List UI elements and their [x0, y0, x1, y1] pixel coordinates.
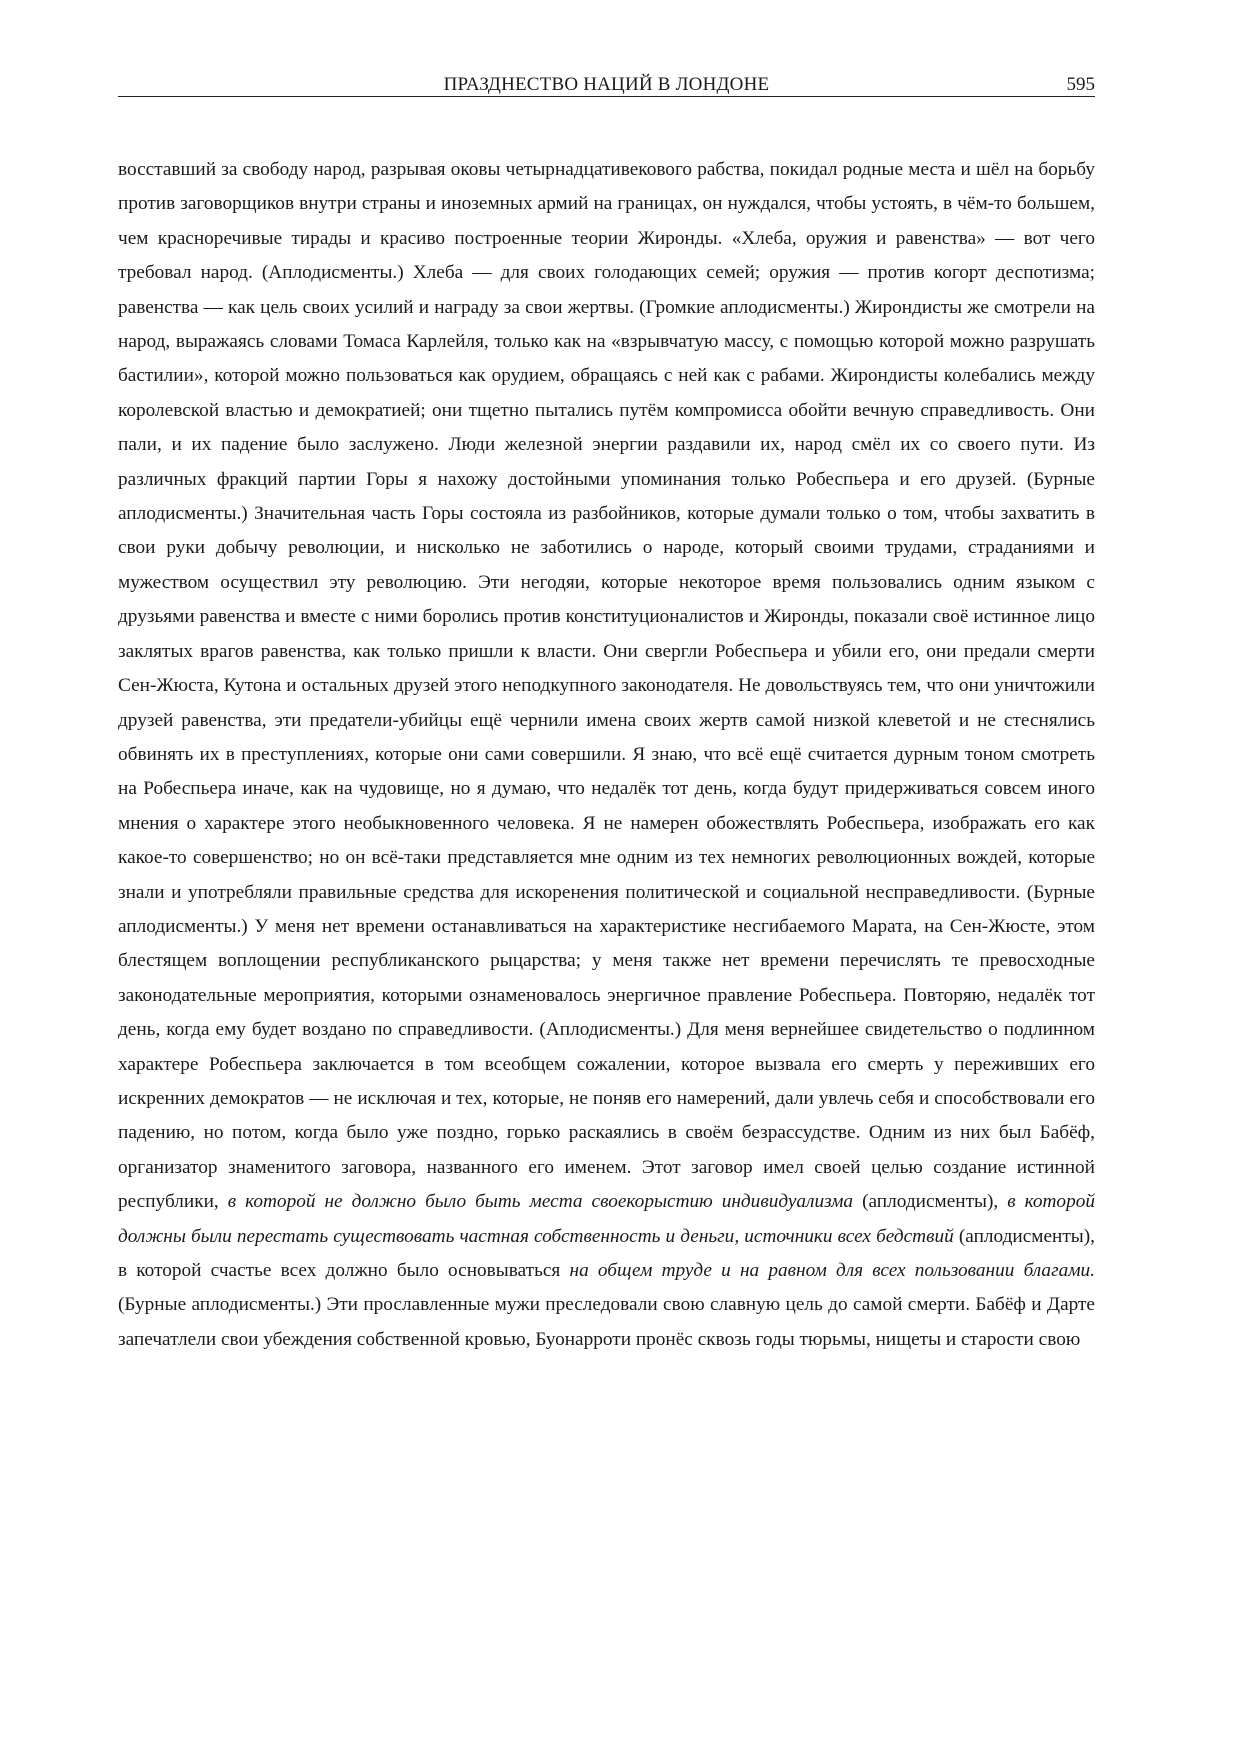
italic-segment: в которой не должно было быть места своекорыстию индивидуализма — [227, 1191, 854, 1213]
text-segment: (аплодисменты), в которой счастье всех должно было основываться — [118, 1225, 1095, 1281]
body-text — [118, 153, 1095, 1357]
italic-segment: на общем труде и на равном для всех пользовании благами. — [569, 1260, 1095, 1281]
text-segment: (Бурные аплодисменты.) Эти прославленные мужи преследовали свою славную цель до самой смерти. Бабёф и Дарте запечатлели свои убеждения собственной кровью, Буонарроти пронёс сквозь годы тюрьмы, нищеты и старости свою — [118, 1294, 1095, 1350]
running-title: ПРАЗДНЕСТВО НАЦИЙ В ЛОНДОНЕ — [443, 74, 770, 95]
running-header — [118, 74, 1095, 97]
page-number: 595 — [1066, 74, 1095, 95]
text-segment: (аплодисменты), — [853, 1191, 1008, 1213]
text-segment: восставший за свободу народ, разрывая оковы четырнадцативекового рабства, покидал родные места и шёл на борьбу против заговорщиков внутри страны и иноземных армий на границах, он нуждался, чтобы устоять, в чём-то большем, чем красноречивые тирады и красиво построенные теории Жиронды. «Хлеба, оружия и равенства» — вот чего требовал народ. (Аплодисменты.) Хлеба — для своих голодающих семей; оружия — против когорт деспотизма; равенства — как цель своих усилий и награду за свои жертвы. (Громкие аплодисменты.) Жирондисты же смотрели на народ, выражаясь словами Томаса Карлейля, только как на «взрывчатую массу, с помощью которой можно разрушать бастилии», которой можно пользоваться как орудием, обращаясь с ней как с рабами. Жирондисты колебались между королевской властью и демократией; они тщетно пытались путём компромисса обойти вечную справедливость. Они пали, и их падение было заслужено. Люди железной энергии раздавили их, народ смёл их со своего пути. Из различных фракций партии Горы я нахожу достойными упоминания только Робеспьера и его друзей. (Бурные аплодисменты.) Значительная часть Горы состояла из разбойников, которые думали только о том, чтобы захватить в свои руки добычу революции, и нисколько не заботились о народе, который своими трудами, страданиями и мужеством осуществил эту революцию. Эти негодяи, которые некоторое время пользовались одним языком с друзьями равенства и вместе с ними боролись против конституционалистов и Жиронды, показали своё истинное лицо заклятых врагов равенства, как только пришли к власти. Они свергли Робеспьера и убили его, они предали смерти Сен-Жюста, Кутона и остальных друзей этого неподкупного законодателя. Не довольствуясь тем, что они уничтожили друзей равенства, эти предатели-убийцы ещё чернили имена своих жертв самой низкой клеветой и не стеснялись обвинять их в преступлениях, которые они сами совершили. Я знаю, что всё ещё считается дурным тоном смотреть на Робеспьера иначе, как на чудовище, но я думаю, что недалёк тот день, когда будут придерживаться совсем иного мнения о характере этого необыкновенного человека. Я не намерен обожествлять Робеспьера, изображать его как какое-то совершенство; но он всё-таки представляется мне одним из тех немногих революционных вождей, которые знали и употребляли правильные средства для искоренения политической и социальной несправедливости. (Бурные аплодисменты.) У меня нет времени останавливаться на характеристике несгибаемого Марата, на Сен-Жюсте, этом блестящем воплощении республиканского рыцарства; у меня также нет времени перечислять те превосходные законодательные мероприятия, которыми ознаменовалось энергичное правление Робеспьера. Повторяю, недалёк тот день, когда ему будет воздано по справедливости. (Аплодисменты.) Для меня вернейшее свидетельство о подлинном характере Робеспьера заключается в том всеобщем сожалении, которое вызвала его смерть у переживших его искренних демократов — не исключая и тех, которые, не поняв его намерений, дали увлечь себя и способствовали его падению, но потом, когда было уже поздно, горько раскаялись в своём безрассудстве. Одним из них был Бабёф, организатор знаменитого заговора, названного его именем. Этот заговор имел своей целью создание истинной республики, — [118, 159, 1095, 1213]
italic-segment: в которой должны были перестать существовать частная собственность и деньги, источники всех бедствий — [118, 1191, 1095, 1247]
